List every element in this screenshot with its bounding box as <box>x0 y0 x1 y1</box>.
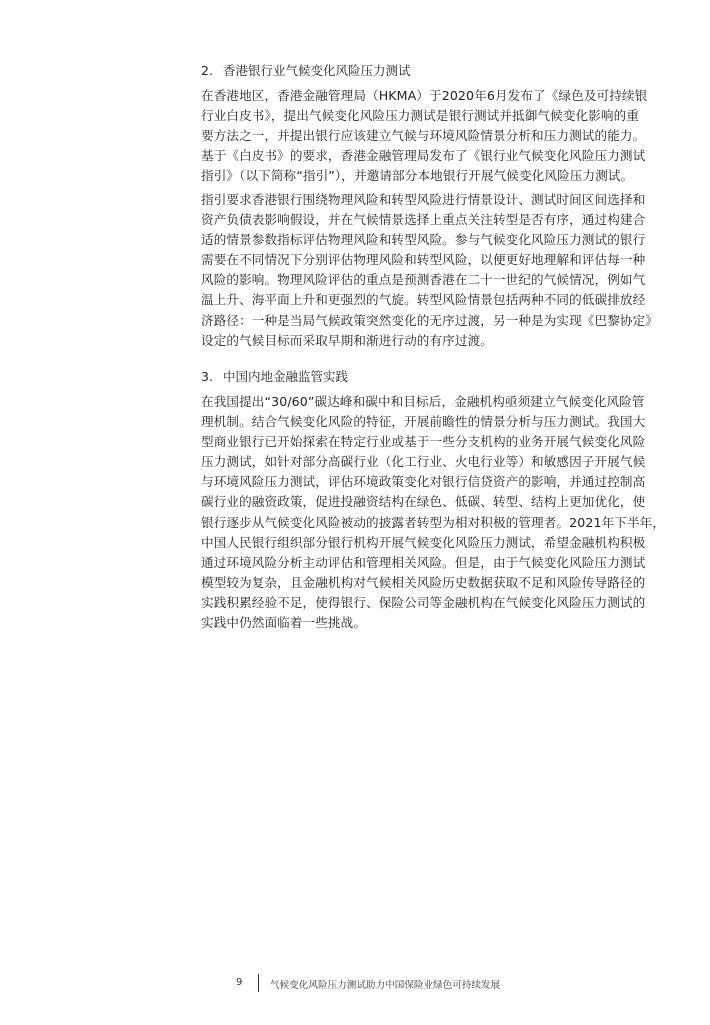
text-line: 指引要求香港银行围绕物理风险和转型风险进行情景设计、测试时间区间选择和 <box>201 192 646 207</box>
text-line: 压力测试，如针对部分高碳行业（化工行业、火电行业等）和敏感因子开展气候 <box>201 454 646 470</box>
footer-document-title: 气候变化风险压力测试助力中国保险业绿色可持续发展 <box>270 980 501 991</box>
text-line: 理机制。结合气候变化风险的特征，开展前瞻性的情景分析与压力测试。我国大 <box>201 414 646 430</box>
text-line: 基于《白皮书》的要求，香港金融管理局发布了《银行业气候变化风险压力测试 <box>201 148 646 164</box>
text-line: 设定的气候目标而采取早期和渐进行动的有序过渡。 <box>201 332 493 348</box>
page-footer <box>0 974 710 994</box>
section-3-paragraph-1 <box>201 392 671 633</box>
text-line: 要方法之一，并提出银行应该建立气候与环境风险情景分析和压力测试的能力。 <box>201 128 646 144</box>
text-line: 型商业银行已开始探索在特定行业或基于一些分支机构的业务开展气候变化风险 <box>201 434 646 450</box>
footer-divider <box>258 974 259 992</box>
text-line: 在香港地区，香港金融管理局（HKMA）于2020年6月发布了《绿色及可持续银 <box>201 88 648 103</box>
section-3-number: 3. <box>201 369 213 384</box>
text-line: 中国人民银行组织部分银行机构开展气候变化风险压力测试，希望金融机构积极 <box>201 534 646 550</box>
page-number: 9 <box>236 977 243 988</box>
section-2-heading <box>201 63 411 79</box>
text-line: 行业白皮书》，提出气候变化风险压力测试是银行测试并抵御气候变化影响的重 <box>201 108 639 124</box>
text-line: 模型较为复杂，且金融机构对气候相关风险历史数据获取不足和风险传导路径的 <box>201 574 646 590</box>
text-line: 需要在不同情况下分别评估物理风险和转型风险，以便更好地理解和评估每一种 <box>201 252 646 268</box>
section-3-title: 中国内地金融监管实践 <box>223 369 349 384</box>
text-line: 碳行业的融资政策，促进投融资结构在绿色、低碳、转型、结构上更加优化，使 <box>201 494 646 510</box>
text-line: 资产负债表影响假设，并在气候情景选择上重点关注转型是否有序，通过构建合 <box>201 212 646 228</box>
section-2-paragraph-2 <box>201 190 671 351</box>
section-2-number: 2. <box>201 63 213 78</box>
text-line: 适的情景参数指标评估物理风险和转型风险。参与气候变化风险压力测试的银行 <box>201 232 646 248</box>
text-line: 济路径：一种是当局气候政策突然变化的无序过渡，另一种是为实现《巴黎协定》 <box>201 312 658 328</box>
text-line: 温上升、海平面上升和更强烈的气旋。转型风险情景包括两种不同的低碳排放经 <box>201 292 646 308</box>
text-line: 银行逐步从气候变化风险被动的披露者转型为相对积极的管理者。2021年下半年， <box>201 514 666 530</box>
text-line: 实践积累经验不足，使得银行、保险公司等金融机构在气候变化风险压力测试的 <box>201 594 646 610</box>
section-3-heading <box>201 369 348 385</box>
section-2-paragraph-1 <box>201 86 671 186</box>
text-line: 与环境风险压力测试，评估环境政策变化对银行信贷资产的影响，并通过控制高 <box>201 474 646 490</box>
text-line: 实践中仍然面临着一些挑战。 <box>201 615 367 631</box>
text-line: 通过环境风险分析主动评估和管理相关风险。但是，由于气候变化风险压力测试 <box>201 554 646 570</box>
text-line: 指引》（以下简称“指引”），并邀请部分本地银行开展气候变化风险压力测试。 <box>201 168 634 184</box>
text-line: 在我国提出“30/60”碳达峰和碳中和目标后，金融机构亟须建立气候变化风险管 <box>201 394 645 409</box>
section-2-title: 香港银行业气候变化风险压力测试 <box>223 63 411 78</box>
text-line: 风险的影响。物理风险评估的重点是预测香港在二十一世纪的气候情况，例如气 <box>201 272 646 288</box>
